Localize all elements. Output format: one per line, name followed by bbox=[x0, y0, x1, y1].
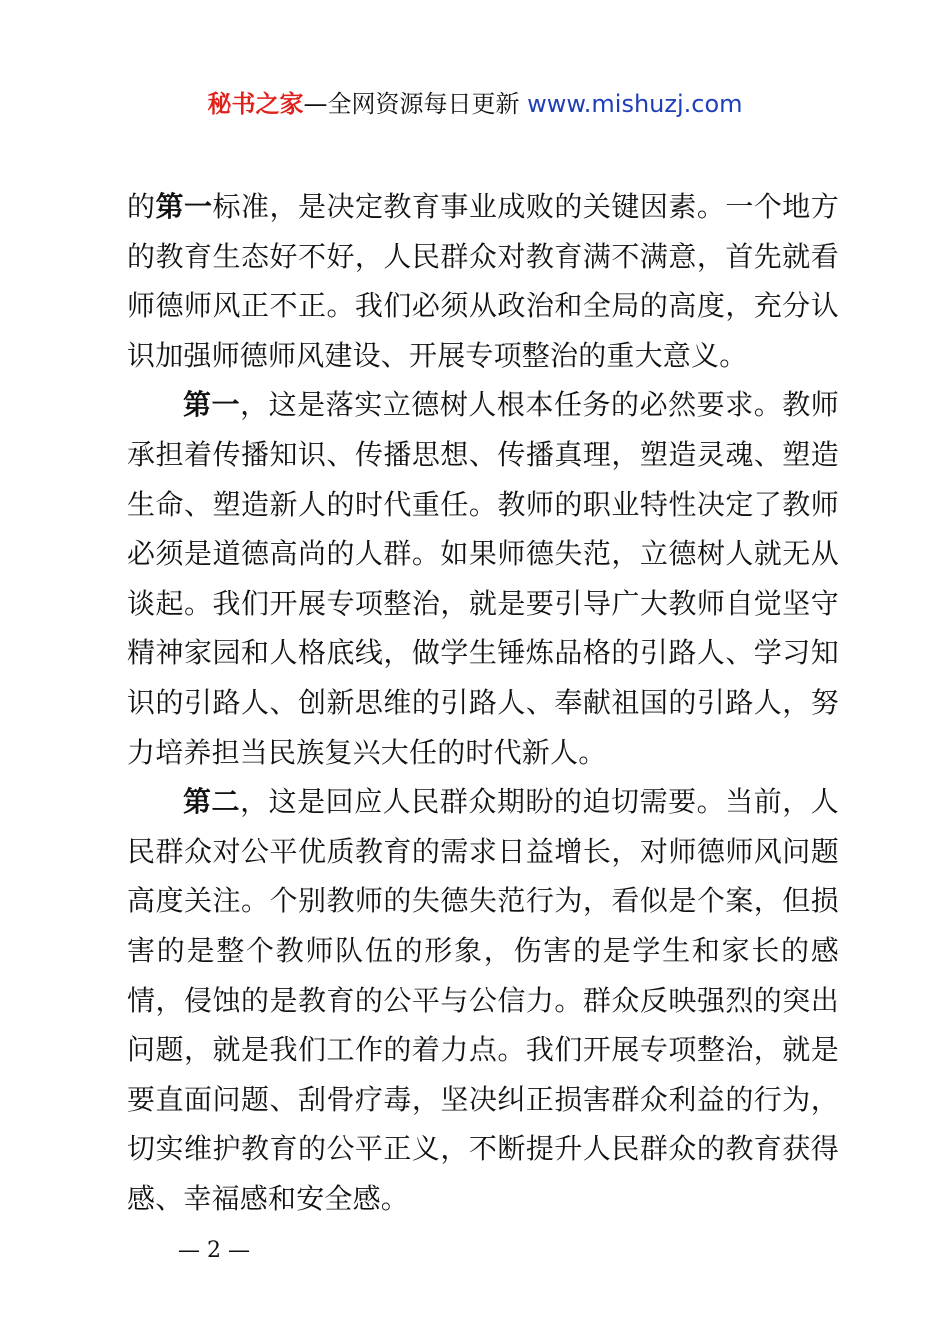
paragraph-bold-lead: 第一 bbox=[155, 190, 213, 223]
paragraph-second bbox=[127, 777, 839, 1223]
paragraph-continuation bbox=[127, 182, 839, 380]
paragraph-bold-lead: 第二 bbox=[183, 785, 241, 819]
header-tagline: —全网资源每日更新 bbox=[303, 90, 520, 118]
paragraph-bold-lead: 第一 bbox=[183, 388, 241, 422]
paragraph-first bbox=[127, 380, 839, 777]
site-url[interactable]: www.mishuzj.com bbox=[527, 90, 743, 118]
page-header bbox=[0, 86, 950, 122]
paragraph-text: ，这是回应人民群众期盼的迫切需要。当前，人民群众对公平优质教育的需求日益增长，对师德师风问题高度关注。个别教师的失德失范行为，看似是个案，但损害的是整个教师队伍的形象，伤害的是学生和家长的感情，侵蚀的是教育的公平与公信力。群众反映强烈的突出问题，就是我们工作的着力点。我们开展专项整治，就是要直面问题、刮骨疗毒，坚决纠正损害群众利益的行为，切实维护教育的公平正义，不断提升人民群众的教育获得感、幸福感和安全感。 bbox=[127, 785, 839, 1215]
paragraph-text: 标准，是决定教育事业成败的关键因素。一个地方的教育生态好不好，人民群众对教育满不满意，首先就看师德师风正不正。我们必须从政治和全局的高度，充分认识加强师德师风建设、开展专项整治的重大意义。 bbox=[127, 190, 839, 372]
page-number: — 2 — bbox=[178, 1238, 250, 1263]
paragraph-text: ，这是落实立德树人根本任务的必然要求。教师承担着传播知识、传播思想、传播真理，塑造灵魂、塑造生命、塑造新人的时代重任。教师的职业特性决定了教师必须是道德高尚的人群。如果师德失范，立德树人就无从谈起。我们开展专项整治，就是要引导广大教师自觉坚守精神家园和人格底线，做学生锤炼品格的引路人、学习知识的引路人、创新思维的引路人、奉献祖国的引路人，努力培养担当民族复兴大任的时代新人。 bbox=[127, 388, 839, 769]
paragraph-lead-prefix: 的 bbox=[127, 190, 156, 223]
document-body bbox=[127, 182, 839, 1223]
brand-name: 秘书之家 bbox=[207, 90, 304, 118]
